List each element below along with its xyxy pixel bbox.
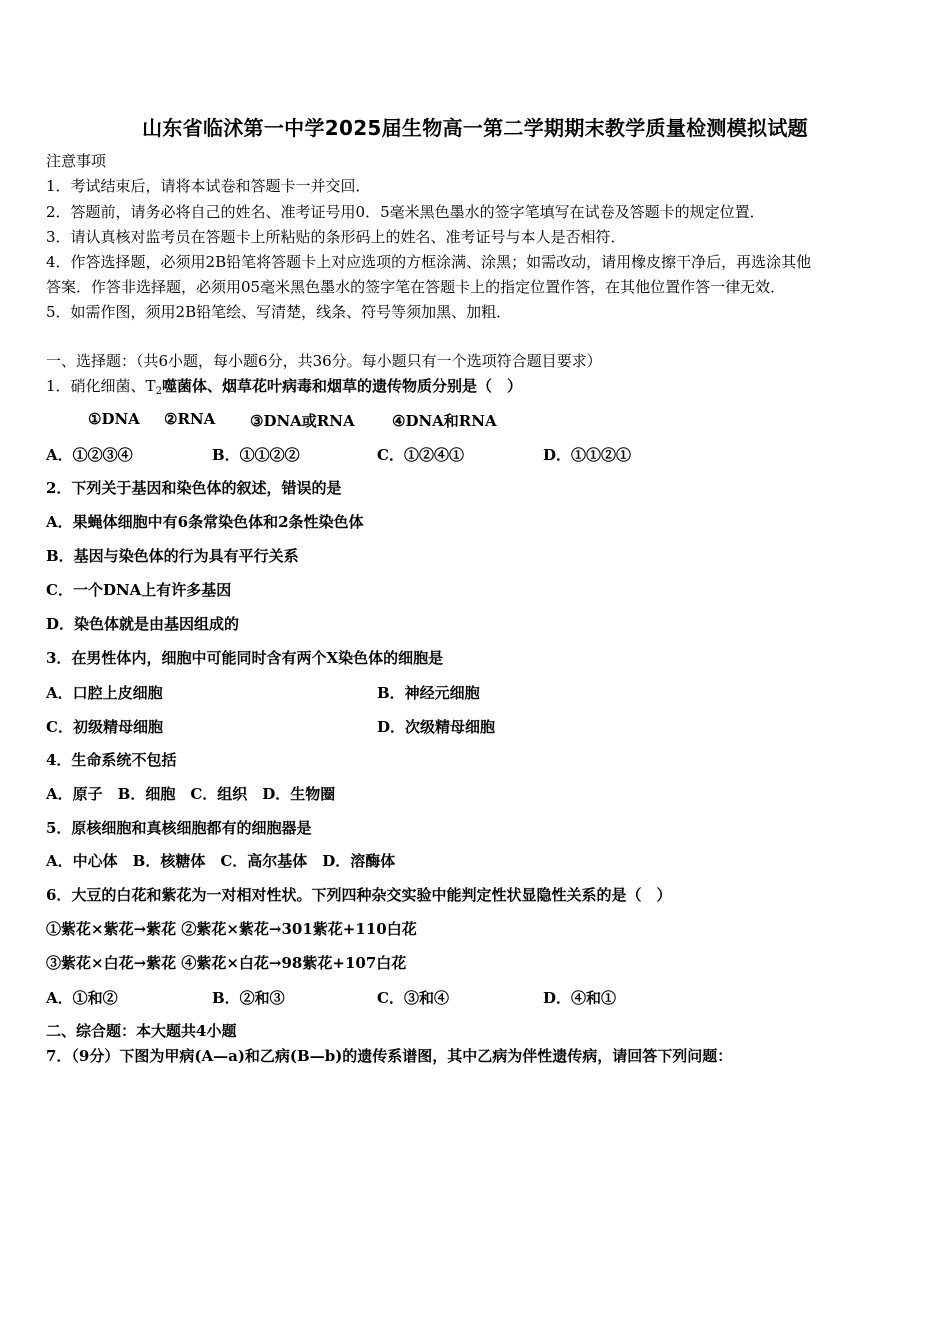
q6-option-a[interactable]: A．①和② — [46, 989, 118, 1007]
question-6-stem: 6．大豆的白花和紫花为一对相对性状。下列四种杂交实验中能判定性状显隐性关系的是（ ） — [46, 886, 672, 904]
question-1-stem-part: 1．硝化细菌、T — [46, 377, 156, 395]
q1-choice-dna-and-rna: ④DNA和RNA — [392, 412, 497, 430]
question-2-stem: 2．下列关于基因和染色体的叙述，错误的是 — [46, 479, 342, 497]
q1-option-b[interactable]: B．①①②② — [212, 446, 300, 464]
notice-item: 5．如需作图，须用2B铅笔绘、写清楚，线条、符号等须加黑、加粗． — [46, 303, 512, 321]
q6-cross-3-4: ③紫花×白花→紫花 ④紫花×白花→98紫花+107白花 — [46, 954, 407, 972]
section-heading-choice: 一、选择题：（共6小题，每小题6分，共36分。每小题只有一个选项符合题目要求） — [46, 352, 602, 370]
q2-option-c[interactable]: C．一个DNA上有许多基因 — [46, 581, 232, 599]
page-title: 山东省临沭第一中学2025届生物高一第二学期期末教学质量检测模拟试题 — [142, 116, 808, 140]
q2-option-d[interactable]: D．染色体就是由基因组成的 — [46, 615, 240, 633]
section-heading-comprehensive: 二、综合题：本大题共4小题 — [46, 1022, 237, 1040]
notice-item: 1．考试结束后，请将本试卷和答题卡一并交回． — [46, 177, 371, 195]
q1-option-a[interactable]: A．①②③④ — [46, 446, 133, 464]
notice-item: 3．请认真核对监考员在答题卡上所粘贴的条形码上的姓名、准考证号与本人是否相符． — [46, 228, 626, 246]
q1-choice-dna: ①DNA — [88, 410, 140, 428]
q3-option-d[interactable]: D．次级精母细胞 — [377, 718, 496, 736]
q6-option-b[interactable]: B．②和③ — [212, 989, 285, 1007]
question-1-stem-part: 噬菌体、烟草花叶病毒和烟草的遗传物质分别是（ ） — [161, 377, 522, 395]
q1-option-c[interactable]: C．①②④① — [377, 446, 464, 464]
q4-options[interactable]: A．原子 B．细胞 C．组织 D．生物圈 — [46, 785, 336, 803]
q1-choice-rna: ②RNA — [164, 410, 216, 428]
q2-option-a[interactable]: A．果蝇体细胞中有6条常染色体和2条性染色体 — [46, 513, 364, 531]
q1-option-d[interactable]: D．①①②① — [543, 446, 632, 464]
subscript-2: 2 — [155, 386, 162, 397]
q6-cross-1-2: ①紫花×紫花→紫花 ②紫花×紫花→301紫花+110白花 — [46, 920, 417, 938]
q1-choice-dna-or-rna: ③DNA或RNA — [250, 412, 355, 430]
notice-item: 4．作答选择题，必须用2B铅笔将答题卡上对应选项的方框涂满、涂黑；如需改动，请用橡皮擦干净后，再选涂其他 — [46, 253, 812, 271]
q5-options[interactable]: A．中心体 B．核糖体 C．高尔基体 D．溶酶体 — [46, 852, 396, 870]
notice-item: 答案．作答非选择题，必须用05毫米黑色墨水的签字笔在答题卡上的指定位置作答，在其他位置作答一律无效． — [46, 278, 786, 296]
question-1-stem — [46, 376, 522, 396]
q3-option-c[interactable]: C．初级精母细胞 — [46, 718, 163, 736]
q6-option-d[interactable]: D．④和① — [543, 989, 617, 1007]
question-4-stem: 4．生命系统不包括 — [46, 751, 177, 769]
notice-heading: 注意事项 — [46, 152, 107, 170]
q2-option-b[interactable]: B．基因与染色体的行为具有平行关系 — [46, 547, 299, 565]
question-7-stem: 7．（9分）下图为甲病(A—a)和乙病(B—b)的遗传系谱图，其中乙病为伴性遗传病，请回答下列问题： — [46, 1047, 733, 1065]
q3-option-b[interactable]: B．神经元细胞 — [377, 684, 480, 702]
q3-option-a[interactable]: A．口腔上皮细胞 — [46, 684, 163, 702]
question-3-stem: 3．在男性体内，细胞中可能同时含有两个X染色体的细胞是 — [46, 649, 444, 667]
notice-item: 2．答题前，请务必将自己的姓名、准考证号用0．5毫米黑色墨水的签字笔填写在试卷及答题卡的规定位置． — [46, 203, 765, 221]
question-5-stem: 5．原核细胞和真核细胞都有的细胞器是 — [46, 819, 312, 837]
q6-option-c[interactable]: C．③和④ — [377, 989, 449, 1007]
